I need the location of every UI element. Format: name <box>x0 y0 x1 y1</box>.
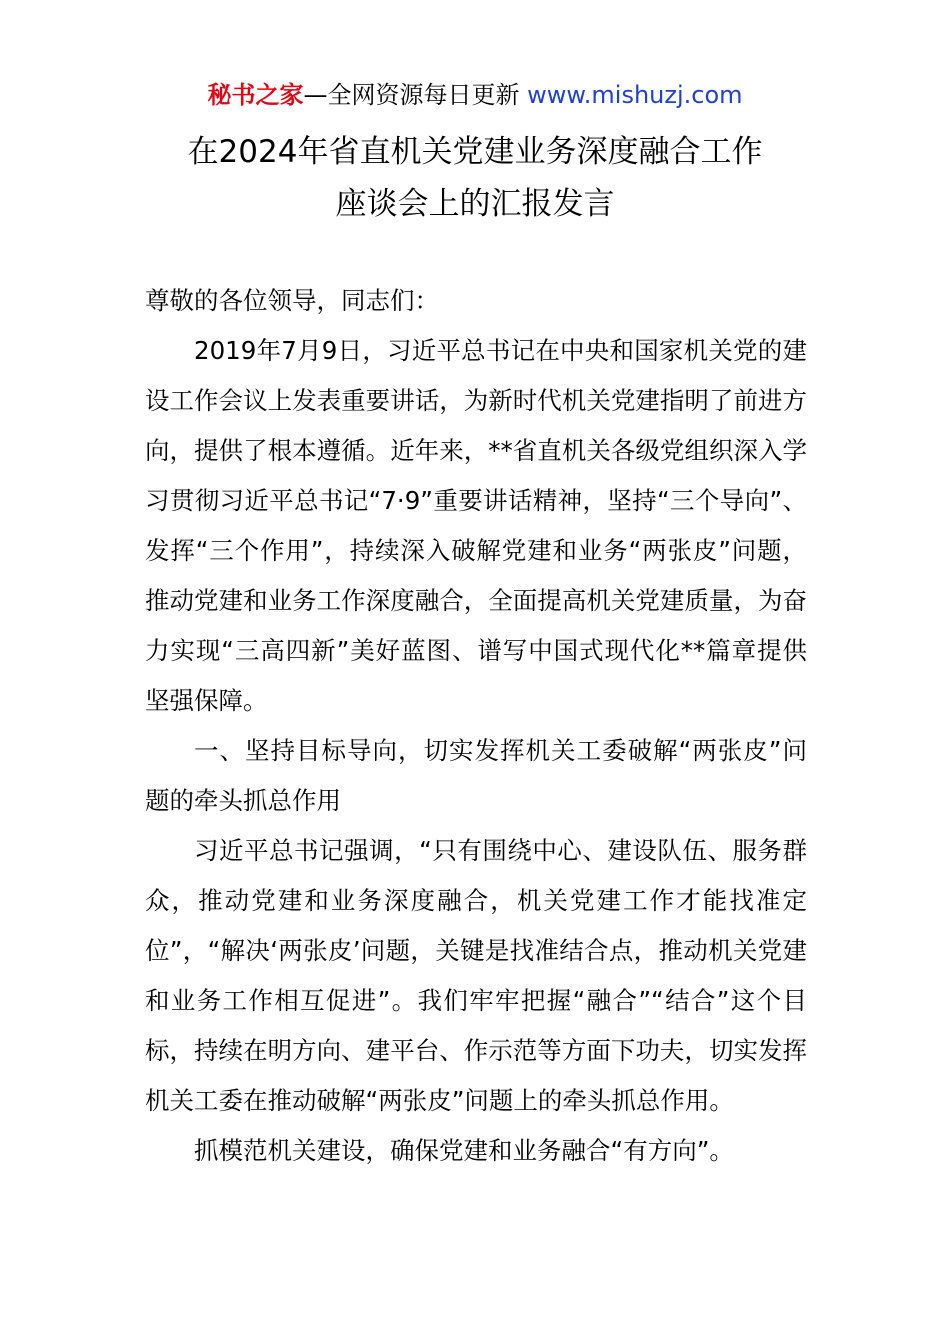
title-line-2: 座谈会上的汇报发言 <box>335 186 615 222</box>
brand-name: 秘书之家 <box>207 81 304 109</box>
site-url[interactable]: www.mishuzj.com <box>527 81 743 109</box>
document-body <box>145 276 807 1176</box>
paragraph-subpoint: 抓模范机关建设，确保党建和业务融合“有方向”。 <box>194 1136 734 1165</box>
paragraph-intro: 2019年7月9日，习近平总书记在中央和国家机关党的建设工作会议上发表重要讲话，为新时代机关党建指明了前进方向，提供了根本遵循。近年来，**省直机关各级党组织深入学习贯彻习近平总书记“7·9”重要讲话精神，坚持“三个导向”、发挥“三个作用”，持续深入破解党建和业务“两张皮”问题，推动党建和业务工作深度融合，全面提高机关党建质量，为奋力实现“三高四新”美好蓝图、谱写中国式现代化**篇章提供坚强保障。 <box>145 336 807 715</box>
title-line-1: 在2024年省直机关党建业务深度融合工作 <box>187 134 763 170</box>
header-tagline: —全网资源每日更新 <box>303 81 528 109</box>
site-header <box>0 78 950 112</box>
salutation: 尊敬的各位领导，同志们： <box>145 286 439 315</box>
document-title <box>0 126 950 230</box>
section-heading-1: 一、坚持目标导向，切实发挥机关工委破解“两张皮”问题的牵头抓总作用 <box>145 736 807 815</box>
paragraph-section-1: 习近平总书记强调，“只有围绕中心、建设队伍、服务群众，推动党建和业务深度融合，机关党建工作才能找准定位”，“解决‘两张皮’问题，关键是找准结合点，推动机关党建和业务工作相互促进”。我们牢牢把握“融合”“结合”这个目标，持续在明方向、建平台、作示范等方面下功夫，切实发挥机关工委在推动破解“两张皮”问题上的牵头抓总作用。 <box>145 836 807 1115</box>
